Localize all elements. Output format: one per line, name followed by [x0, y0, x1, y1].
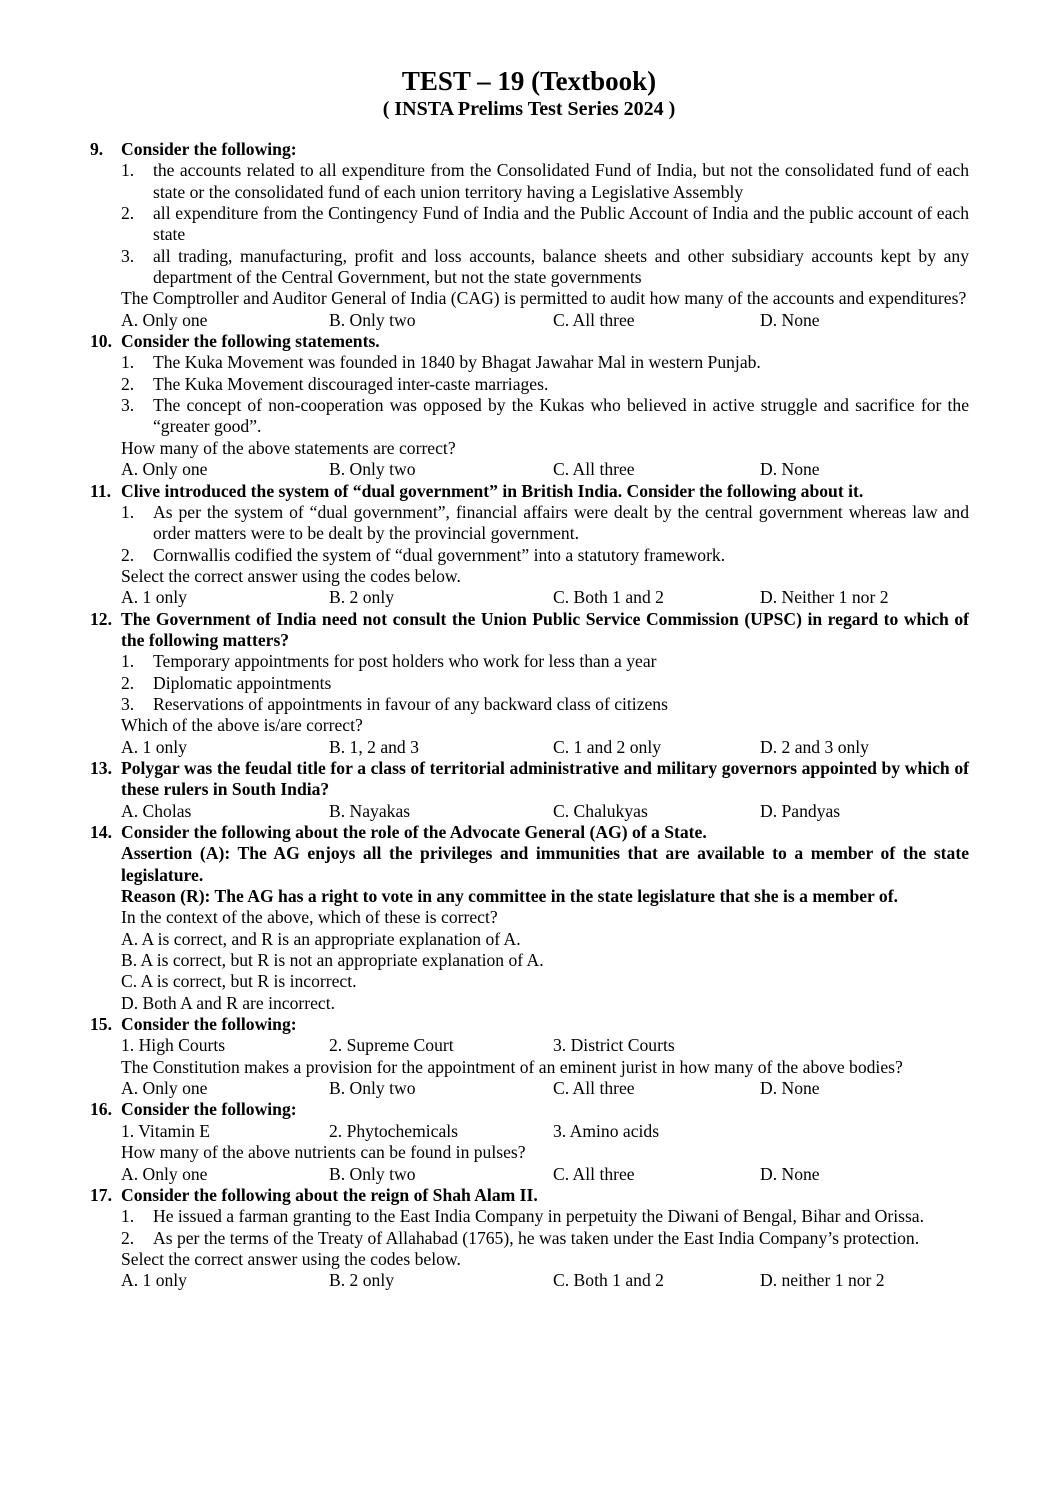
item-text: The Kuka Movement discouraged inter-caste marriages.: [153, 373, 549, 394]
question: [90, 609, 969, 758]
list-item: [121, 160, 969, 203]
option: A. Only one: [121, 309, 208, 330]
options-row: [121, 737, 969, 758]
question-number: 11.: [90, 480, 112, 501]
list-item: [121, 203, 969, 246]
question: [90, 758, 969, 822]
question: [90, 1099, 969, 1184]
question-stem: Consider the following:: [121, 139, 297, 159]
question-text: How many of the above statements are correct?: [121, 437, 456, 458]
item-number: 1.: [121, 651, 135, 672]
question-number: 12.: [90, 608, 112, 629]
question-stem: Polygar was the feudal title for a class of territorial administrative and military governors appointed by which of these rulers in South India?: [121, 757, 969, 800]
option: C. Both 1 and 2: [553, 1270, 664, 1291]
options-row: [121, 801, 969, 822]
question-number: 15.: [90, 1014, 112, 1035]
list-item: [121, 246, 969, 289]
item-number: 2.: [121, 1227, 135, 1248]
option: C. Chalukyas: [553, 800, 648, 821]
options-row: [121, 310, 969, 331]
option: D. None: [760, 309, 820, 330]
options-row: [121, 587, 969, 608]
question-stem: Consider the following:: [121, 1099, 297, 1120]
question-text: C. A is correct, but R is incorrect.: [121, 971, 357, 992]
question-number: 10.: [90, 331, 112, 352]
item-number: 1.: [121, 352, 135, 373]
option: C. All three: [553, 459, 635, 480]
item-text: The Kuka Movement was founded in 1840 by Bhagat Jawahar Mal in western Punjab.: [153, 352, 761, 373]
question-number: 9.: [90, 139, 104, 159]
list-item: [121, 352, 969, 373]
question-text: Which of the above is/are correct?: [121, 715, 363, 736]
item-number: 1.: [121, 1206, 135, 1227]
question-text: D. Both A and R are incorrect.: [121, 992, 336, 1013]
question-text: Select the correct answer using the codes below.: [121, 1248, 461, 1269]
item-text: Cornwallis codified the system of “dual government” into a statutory framework.: [153, 544, 726, 565]
options-row: [121, 1270, 969, 1291]
question: [90, 1185, 969, 1292]
option: C. 1 and 2 only: [553, 736, 662, 757]
item-number: 1.: [121, 501, 135, 522]
option: D. 2 and 3 only: [760, 736, 869, 757]
list-item: [121, 545, 969, 566]
option: 3. Amino acids: [553, 1120, 660, 1141]
list-item: [121, 1206, 969, 1227]
item-text: all expenditure from the Contingency Fund of India and the Public Account of India and the public account of each state: [153, 203, 969, 245]
option: D. neither 1 nor 2: [760, 1270, 885, 1291]
item-number: 3.: [121, 245, 135, 266]
option: D. None: [760, 459, 820, 480]
option: 2. Phytochemicals: [329, 1120, 458, 1141]
option: A. Only one: [121, 459, 208, 480]
item-text: The concept of non-cooperation was opposed by the Kukas who believed in active struggle and sacrifice for the “greater good”.: [153, 395, 969, 437]
options-row: [121, 1164, 969, 1185]
question-text: A. A is correct, and R is an appropriate explanation of A.: [121, 928, 521, 949]
item-number: 2.: [121, 672, 135, 693]
option: 1. High Courts: [121, 1035, 226, 1056]
option: C. All three: [553, 309, 635, 330]
question-stem: Consider the following about the role of the Advocate General (AG) of a State.: [121, 822, 707, 842]
list-item: [121, 1228, 969, 1249]
page-subtitle: ( INSTA Prelims Test Series 2024 ): [382, 98, 676, 120]
question-number: 16.: [90, 1099, 112, 1120]
list-item: [121, 673, 969, 694]
question-stem: Consider the following about the reign of Shah Alam II.: [121, 1184, 538, 1205]
item-text: Reservations of appointments in favour of any backward class of citizens: [153, 693, 668, 714]
list-item: [121, 395, 969, 438]
question-stem: Clive introduced the system of “dual government” in British India. Consider the following about it.: [121, 480, 864, 501]
option: 1. Vitamin E: [121, 1120, 211, 1141]
item-number: 3.: [121, 693, 135, 714]
options-row: [121, 1078, 969, 1099]
question-text: The Constitution makes a provision for the appointment of an eminent jurist in how many of the above bodies?: [121, 1056, 903, 1077]
item-text: the accounts related to all expenditure from the Consolidated Fund of India, but not the consolidated fund of each state or the consolidated fund of each union territory having a Legislative Assembly: [153, 160, 969, 202]
question-stem: Reason (R): The AG has a right to vote in any committee in the state legislature that she is a member of.: [121, 886, 898, 907]
question-stem: The Government of India need not consult the Union Public Service Commission (UPSC) in regard to which of the following matters?: [121, 608, 969, 650]
question-number: 14.: [90, 822, 112, 842]
question-text: Select the correct answer using the codes below.: [121, 565, 461, 586]
item-number: 2.: [121, 203, 135, 224]
option: B. Nayakas: [329, 800, 411, 821]
option: B. 1, 2 and 3: [329, 736, 419, 757]
option: B. Only two: [329, 1163, 416, 1184]
option: B. Only two: [329, 309, 416, 330]
list-item: [121, 502, 969, 545]
item-number: 2.: [121, 373, 135, 394]
question-text: In the context of the above, which of these is correct?: [121, 907, 498, 928]
options-row: [121, 1121, 969, 1142]
question-list: [90, 139, 969, 1292]
list-item: [121, 651, 969, 672]
option: 3. District Courts: [553, 1035, 675, 1056]
page-title: TEST – 19 (Textbook): [401, 66, 657, 96]
option: A. Cholas: [121, 800, 192, 821]
item-text: all trading, manufacturing, profit and loss accounts, balance sheets and other subsidiary accounts kept by any department of the Central Government, but not the state governments: [153, 245, 969, 288]
option: B. Only two: [329, 459, 416, 480]
question: [90, 139, 969, 331]
option: A. Only one: [121, 1163, 208, 1184]
question-text: B. A is correct, but R is not an appropriate explanation of A.: [121, 950, 544, 971]
option: A. 1 only: [121, 587, 187, 608]
option: A. 1 only: [121, 736, 187, 757]
option: B. Only two: [329, 1078, 416, 1099]
item-text: As per the terms of the Treaty of Allahabad (1765), he was taken under the East India Company’s protection.: [153, 1227, 920, 1248]
list-item: [121, 694, 969, 715]
option: D. Pandyas: [760, 800, 841, 821]
options-row: [121, 1035, 969, 1056]
item-number: 2.: [121, 544, 135, 565]
question-number: 13.: [90, 757, 112, 778]
question: [90, 1014, 969, 1099]
option: A. Only one: [121, 1078, 208, 1099]
item-number: 1.: [121, 160, 135, 181]
option: C. All three: [553, 1163, 635, 1184]
question: [90, 481, 969, 609]
item-text: Temporary appointments for post holders who work for less than a year: [153, 651, 657, 672]
option: D. None: [760, 1078, 820, 1099]
question-text: The Comptroller and Auditor General of India (CAG) is permitted to audit how many of the accounts and expenditures?: [121, 288, 967, 309]
question: [90, 331, 969, 480]
item-text: Diplomatic appointments: [153, 672, 332, 693]
question-stem: Assertion (A): The AG enjoys all the privileges and immunities that are available to a member of the state legislature.: [121, 843, 969, 885]
question-stem: Consider the following statements.: [121, 331, 380, 352]
item-text: He issued a farman granting to the East India Company in perpetuity the Diwani of Bengal, Bihar and Orissa.: [153, 1206, 924, 1227]
option: C. Both 1 and 2: [553, 587, 664, 608]
option: 2. Supreme Court: [329, 1035, 454, 1056]
list-item: [121, 374, 969, 395]
option: C. All three: [553, 1078, 635, 1099]
question-number: 17.: [90, 1184, 112, 1205]
question: [90, 822, 969, 1014]
options-row: [121, 459, 969, 480]
question-text: How many of the above nutrients can be found in pulses?: [121, 1142, 526, 1163]
item-text: As per the system of “dual government”, financial affairs were dealt by the central government whereas law and order matters were to be dealt by the provincial government.: [153, 501, 969, 544]
item-number: 3.: [121, 395, 135, 416]
option: D. Neither 1 nor 2: [760, 587, 889, 608]
question-stem: Consider the following:: [121, 1014, 297, 1035]
option: D. None: [760, 1163, 820, 1184]
option: B. 2 only: [329, 1270, 395, 1291]
option: B. 2 only: [329, 587, 395, 608]
option: A. 1 only: [121, 1270, 187, 1291]
